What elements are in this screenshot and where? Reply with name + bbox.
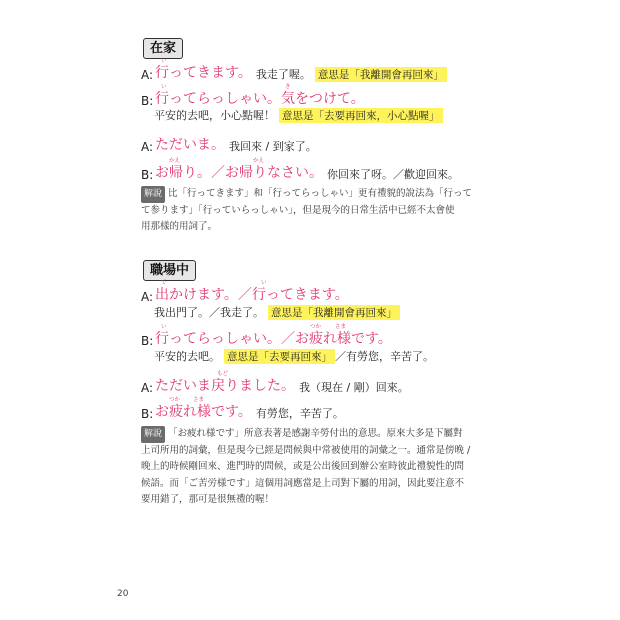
speaker-label: A: bbox=[141, 290, 154, 304]
ruby: で bbox=[161, 280, 167, 286]
japanese-phrase bbox=[155, 397, 252, 421]
phrase-text: 行ってきます。 bbox=[155, 65, 252, 81]
japanese-phrase bbox=[155, 324, 392, 348]
speaker-label: B: bbox=[141, 334, 154, 348]
explanation-note bbox=[141, 426, 481, 509]
chinese-translation: 有勞您，辛苦了。 bbox=[255, 407, 344, 420]
speaker-label: A: bbox=[141, 381, 154, 395]
japanese-phrase bbox=[155, 58, 252, 82]
chinese-translation: 你回來了呀。／歡迎回來。 bbox=[327, 168, 459, 181]
page-number: 20 bbox=[117, 589, 129, 599]
speaker-label: A: bbox=[141, 68, 154, 82]
chinese-translation: 我出門了。／我走了。 bbox=[154, 306, 264, 319]
chinese-translation: 平安的去吧。 bbox=[154, 350, 220, 363]
note-line: 「お疲れ様です」所意表著是感謝辛勞付出的意思。原來大多是下屬對 bbox=[168, 428, 463, 439]
chinese-translation: 我走了喔。 bbox=[255, 68, 311, 81]
dialogue-line bbox=[141, 326, 392, 348]
note-tag: 解說 bbox=[141, 426, 165, 443]
explanation-note bbox=[141, 186, 481, 236]
phrase-text: 行ってらっしゃい。気をつけて。 bbox=[155, 91, 365, 107]
ruby: もど bbox=[217, 371, 229, 377]
chinese-translation: 我回來 / 到家了。 bbox=[229, 140, 317, 153]
section-tag-work: 職場中 bbox=[143, 260, 196, 281]
ruby: い bbox=[161, 58, 167, 64]
phrase-text: お帰り。／お帰りなさい。 bbox=[155, 165, 323, 181]
ruby: き bbox=[285, 84, 291, 90]
dialogue-line bbox=[141, 60, 447, 82]
meaning-highlight: 意思是「去要再回來」 bbox=[224, 349, 335, 364]
meaning-highlight: 意思是「去要再回來，小心點喔」 bbox=[279, 108, 443, 123]
note-line: 比「行ってきます」和「行ってらっしゃい」更有禮貌的說法為「行って bbox=[168, 188, 473, 199]
dialogue-subline bbox=[154, 347, 434, 365]
note-line: 候語。而「ご苦労様です」這個用詞應當是上司對下屬的用詞，因此要注意不 bbox=[141, 477, 465, 489]
phrase-text: お疲れ様です。 bbox=[155, 404, 252, 420]
ruby: さま bbox=[193, 397, 205, 403]
chinese-translation: 我（現在 / 剛）回來。 bbox=[299, 381, 409, 394]
ruby: い bbox=[261, 280, 267, 286]
japanese-phrase bbox=[155, 371, 295, 395]
chinese-translation: 平安的去吧，小心點喔！ bbox=[154, 109, 275, 122]
dialogue-line bbox=[141, 132, 317, 154]
dialogue-line bbox=[141, 282, 349, 304]
ruby: かえ bbox=[253, 158, 265, 164]
phrase-text: ただいま戻りました。 bbox=[155, 378, 295, 394]
japanese-phrase: ただいま。 bbox=[155, 137, 225, 153]
speaker-label: A: bbox=[141, 140, 154, 154]
meaning-highlight: 意思是「我離開會再回來」 bbox=[315, 67, 447, 82]
ruby: つか bbox=[169, 397, 181, 403]
dialogue-line bbox=[141, 373, 409, 395]
chinese-translation: ／有勞您，辛苦了。 bbox=[335, 350, 434, 363]
japanese-phrase bbox=[155, 280, 349, 304]
japanese-phrase bbox=[155, 158, 323, 182]
ruby: さま bbox=[335, 324, 347, 330]
ruby: かえ bbox=[169, 158, 181, 164]
note-line: 晚上的時候剛回來、進門時的問候，或是公出後回到辦公室時彼此禮貌性的問 bbox=[141, 461, 465, 472]
speaker-label: B: bbox=[141, 168, 154, 182]
ruby: い bbox=[161, 324, 167, 330]
japanese-phrase bbox=[155, 84, 365, 108]
ruby: い bbox=[161, 84, 167, 90]
note-line: 用那樣的用詞了。 bbox=[141, 221, 218, 232]
note-line: 要用錯了，那可是很無禮的喔！ bbox=[141, 494, 275, 505]
dialogue-subline bbox=[154, 106, 443, 124]
dialogue-subline bbox=[154, 303, 400, 321]
section-tag-home: 在家 bbox=[143, 38, 183, 59]
speaker-label: B: bbox=[141, 407, 154, 421]
ruby: つか bbox=[310, 324, 322, 330]
note-line: て参ります」「行っていらっしゃい」，但是現今的日常生活中已經不太會使 bbox=[141, 204, 455, 216]
speaker-label: B: bbox=[141, 94, 154, 108]
meaning-highlight: 意思是「我離開會再回來」 bbox=[268, 305, 400, 320]
phrase-text: 行ってらっしゃい。／お疲れ様です。 bbox=[155, 331, 392, 347]
dialogue-line bbox=[141, 399, 344, 421]
phrase-text: 出かけます。／行ってきます。 bbox=[155, 287, 349, 303]
note-line: 上司所用的詞彙，但是現今已經是問候與中常被使用的詞彙之一。通常是傍晚 / bbox=[141, 444, 471, 456]
dialogue-line bbox=[141, 86, 365, 108]
dialogue-line bbox=[141, 160, 459, 182]
note-tag: 解說 bbox=[141, 186, 165, 203]
